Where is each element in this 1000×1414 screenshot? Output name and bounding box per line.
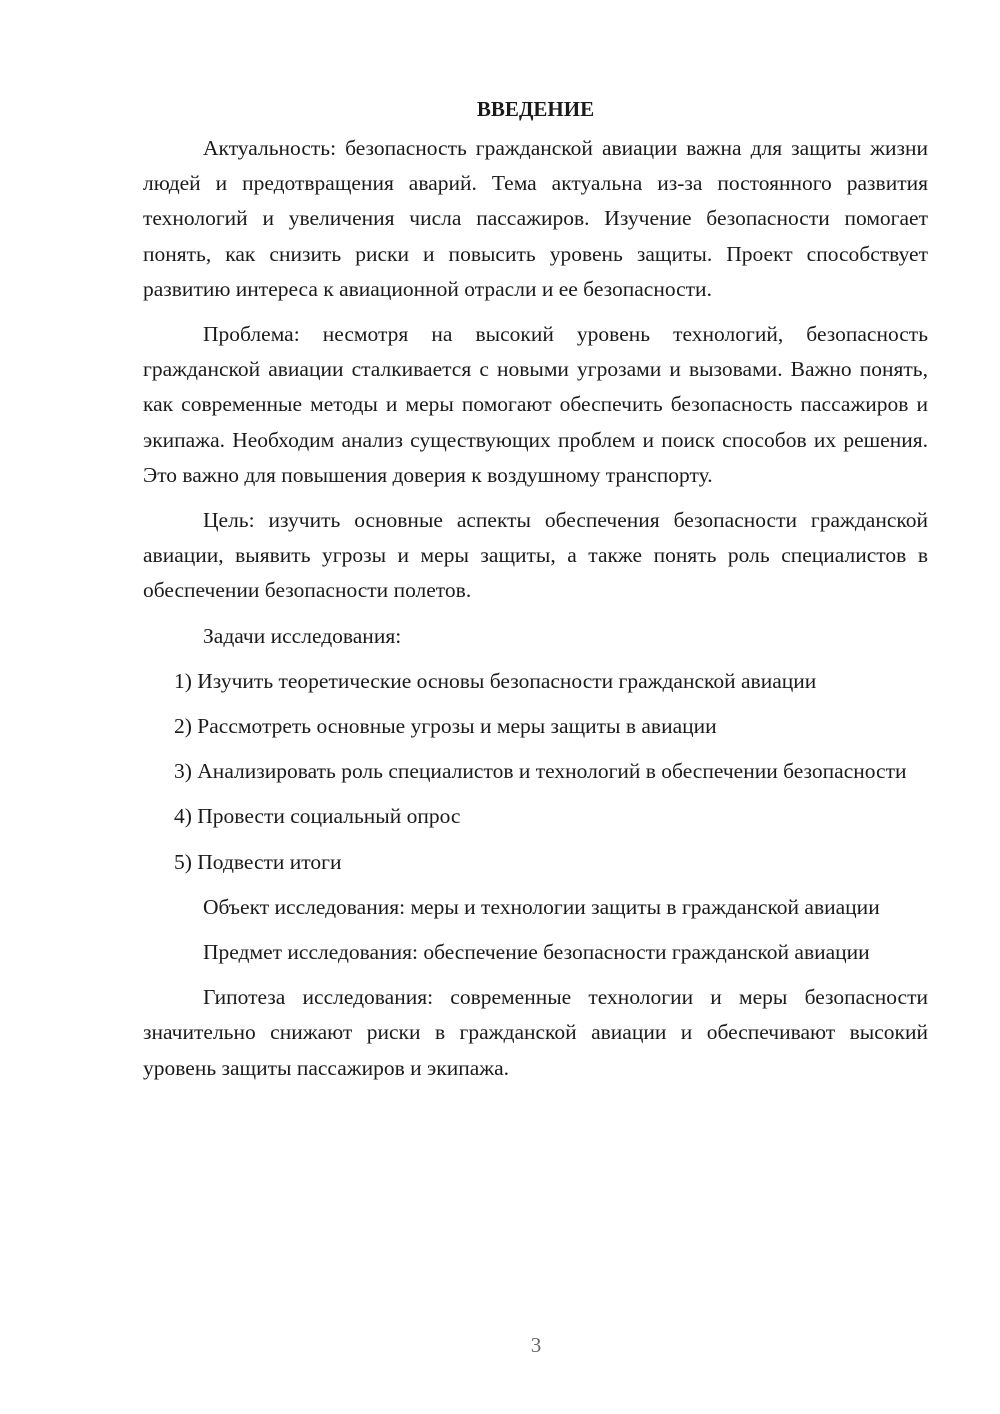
list-item: 2) Рассмотреть основные угрозы и меры защиты в авиации bbox=[174, 714, 717, 739]
list-item: 1) Изучить теоретические основы безопасности гражданской авиации bbox=[174, 668, 817, 693]
task-list bbox=[143, 664, 928, 880]
section-title: ВВЕДЕНИЕ bbox=[476, 97, 595, 121]
paragraph-problem: Проблема: несмотря на высокий уровень технологий, безопасность гражданской авиации сталкивается с новыми угрозами и вызовами. Важно понять, как современные методы и меры помогают обеспечить безопасность пассажиров и экипажа. Необходим анализ существующих проблем и поиск способов их решения. Это важно для повышения доверия к воздушному транспорту. bbox=[143, 322, 928, 487]
list-item: 5) Подвести итоги bbox=[174, 849, 342, 874]
tasks-heading: Задачи исследования: bbox=[203, 623, 402, 648]
paragraph-subject: Предмет исследования: обеспечение безопасности гражданской авиации bbox=[203, 940, 870, 965]
list-item: 4) Провести социальный опрос bbox=[174, 804, 461, 829]
paragraph-hypothesis: Гипотеза исследования: современные технологии и меры безопасности значительно снижают риски в гражданской авиации и обеспечивают высокий уровень защиты пассажиров и экипажа. bbox=[143, 985, 928, 1080]
document-page bbox=[143, 92, 928, 1096]
paragraph-relevance: Актуальность: безопасность гражданской авиации важна для защиты жизни людей и предотвращения аварий. Тема актуальна из-за постоянного развития технологий и увеличения числа пассажиров. Изучение безопасности помогает понять, как снизить риски и повысить уровень защиты. Проект способствует развитию интереса к авиационной отрасли и ее безопасности. bbox=[143, 136, 928, 301]
paragraph-goal: Цель: изучить основные аспекты обеспечения безопасности гражданской авиации, выявить угрозы и меры защиты, а также понять роль специалистов в обеспечении безопасности полетов. bbox=[143, 508, 928, 603]
list-item: 3) Анализировать роль специалистов и технологий в обеспечении безопасности bbox=[174, 759, 907, 784]
paragraph-object: Объект исследования: меры и технологии защиты в гражданской авиации bbox=[203, 894, 880, 919]
page-number: 3 bbox=[530, 1333, 542, 1357]
